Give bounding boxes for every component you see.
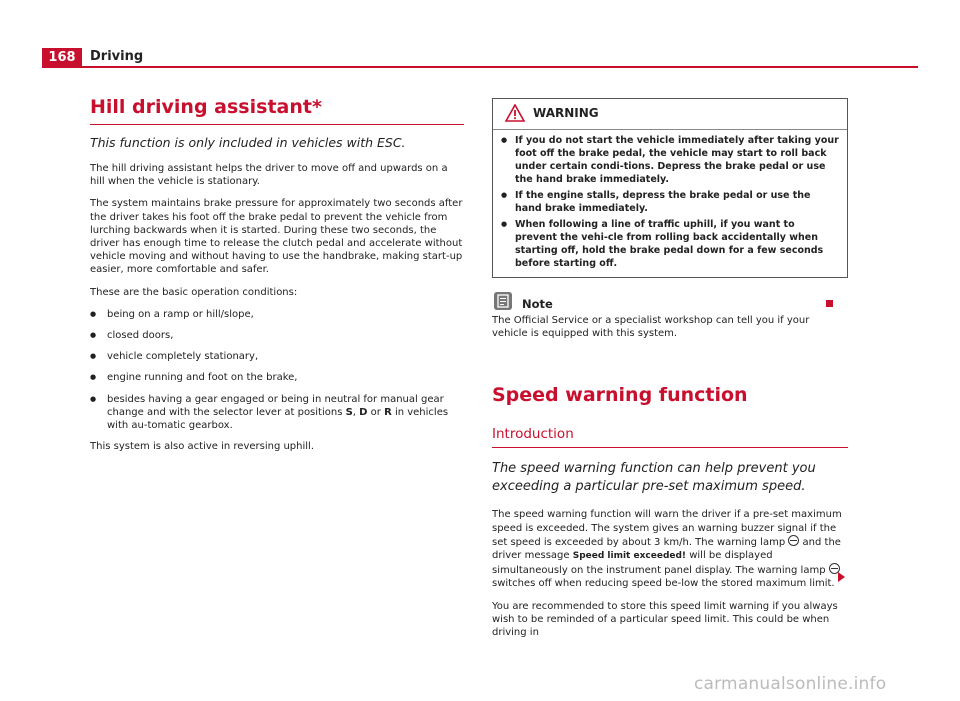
subsection-rule bbox=[492, 447, 848, 448]
list-item: ● engine running and foot on the brake, bbox=[90, 371, 464, 384]
warning-box bbox=[492, 98, 848, 278]
lead-text: The speed warning function can help prevent you exceeding a particular pre-set maximum speed. bbox=[492, 461, 816, 495]
list-item-text: or bbox=[367, 406, 385, 418]
paragraph: The system maintains brake pressure for approximately two seconds after the driver takes his foot off the brake pedal to prevent the vehicle from lurching backwards when it is started. During these two seconds, the driver has enough time to release the clutch pedal and accelerate without vehicle moving and without having to use the handbrake, making start-up easier, more comfortable and safer. bbox=[90, 198, 463, 276]
subsection-title: Introduction bbox=[492, 426, 574, 443]
left-column bbox=[90, 96, 464, 462]
note-label: Note bbox=[522, 297, 553, 311]
position-s: S bbox=[345, 406, 353, 418]
warning-item: ● If you do not start the vehicle immediately after taking your foot off the brake pedal, the vehicle may start to roll back under certain condi-tions. Depress the brake pedal or use the hand brake immediately. bbox=[501, 134, 839, 186]
note-text: The Official Service or a specialist workshop can tell you if your vehicle is equipped with this system. bbox=[492, 315, 810, 340]
warning-body bbox=[493, 130, 847, 277]
list-item: ● vehicle completely stationary, bbox=[90, 350, 464, 363]
chapter-title: Driving bbox=[90, 49, 144, 64]
paragraph bbox=[492, 508, 848, 590]
list-item-text: besides having a gear engaged or being in neutral for manual gear change and with the selector lever at positions bbox=[107, 393, 444, 418]
position-r: R bbox=[384, 406, 392, 418]
note-header bbox=[492, 292, 848, 314]
paragraph-text: and the driver message bbox=[492, 536, 841, 562]
list-item-text: , bbox=[352, 406, 360, 418]
title-rule bbox=[90, 124, 464, 125]
lead-text: This function is only included in vehicles with ESC. bbox=[90, 135, 406, 150]
paragraph-text: The speed warning function will warn the driver if a pre-set maximum speed is exceeded. The system gives an warning buzzer signal if the set speed is exceeded by about 3 km/h. The warning lamp bbox=[492, 509, 842, 548]
section-title: Speed warning function bbox=[492, 384, 748, 407]
page-number: 168 bbox=[42, 48, 82, 68]
watermark: carmanualsonline.info bbox=[694, 674, 887, 694]
section-end-mark bbox=[826, 300, 833, 307]
right-column bbox=[492, 96, 848, 648]
list-item: ● being on a ramp or hill/slope, bbox=[90, 308, 464, 321]
paragraph: The hill driving assistant helps the driver to move off and upwards on a hill when the vehicle is stationary. bbox=[90, 163, 448, 188]
speed-warning-lamp-icon bbox=[788, 535, 799, 546]
warning-label: WARNING bbox=[533, 106, 599, 120]
header-rule bbox=[42, 66, 918, 68]
paragraph: This system is also active in reversing uphill. bbox=[90, 441, 315, 453]
list-item bbox=[90, 393, 464, 433]
warning-item: ● When following a line of traffic uphill, if you want to prevent the vehi-cle from rolling back accidentally when starting off, hold the brake pedal down for a few seconds before starting off. bbox=[501, 218, 839, 270]
paragraph-text: will be displayed simultaneously on the instrument panel display. The warning lamp bbox=[492, 550, 829, 577]
paragraph: You are recommended to store this speed limit warning if you always wish to be reminded of a particular speed limit. This could be when driving in bbox=[492, 600, 838, 639]
list-item: ● closed doors, bbox=[90, 329, 464, 342]
warning-item: ● If the engine stalls, depress the brake pedal or use the hand brake immediately. bbox=[501, 189, 839, 215]
position-d: D bbox=[359, 406, 368, 418]
section-title: Hill driving assistant* bbox=[90, 96, 322, 118]
warning-header bbox=[493, 99, 847, 130]
display-message: Speed limit exceeded! bbox=[572, 551, 687, 562]
continue-arrow-icon bbox=[838, 572, 845, 582]
list-item-text: in vehicles with au-tomatic gearbox. bbox=[107, 406, 449, 432]
warning-triangle-icon bbox=[505, 104, 525, 122]
condition-list bbox=[90, 308, 464, 432]
paragraph: These are the basic operation conditions: bbox=[90, 286, 298, 298]
note-block bbox=[492, 292, 848, 340]
paragraph-text: switches off when reducing speed be-low the stored maximum limit. bbox=[492, 578, 835, 590]
note-icon bbox=[494, 292, 512, 310]
